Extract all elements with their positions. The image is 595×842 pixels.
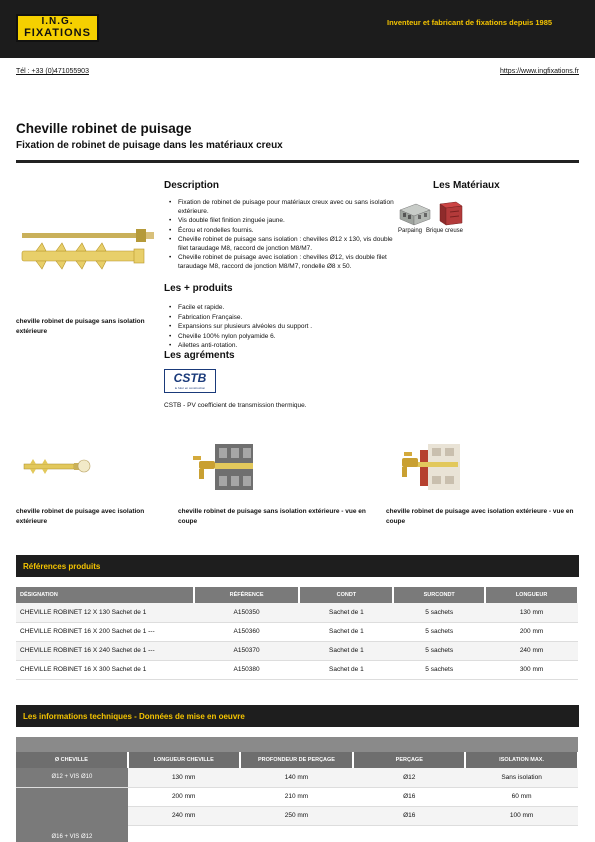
agrements-heading: Les agréments [164,350,235,361]
table-cell: 240 mm [485,641,578,660]
plus-item: • Fabrication Française. [164,314,400,323]
table-cell: 210 mm [240,787,354,806]
gallery-caption-1: cheville robinet de puisage avec isolation extérieure [16,508,145,525]
cstb-logo-subtext: le futur en construction [174,386,206,390]
plus-heading: Les + produits [164,283,233,294]
technical-top-band [16,737,578,752]
table-cell-empty [128,825,240,842]
description-item: • Fixation de robinet de puisage pour matériaux creux avec ou sans isolation extérieure. [164,199,400,216]
product-image [16,225,158,270]
table-cell: 240 mm [128,806,240,825]
table-cell: Ø16 [353,806,465,825]
references-header-row [16,587,578,603]
table-cell: Sachet de 1 [299,660,393,679]
table-cell: 200 mm [128,787,240,806]
gallery-caption-2: cheville robinet de puisage sans isolation extérieure - vue en coupe [178,508,366,525]
table-cell: 130 mm [485,603,578,622]
table-cell: 5 sachets [393,660,485,679]
page-subtitle: Fixation de robinet de puisage dans les matériaux creux [16,140,283,151]
column-header: Ø CHEVILLE [16,752,128,768]
gallery-image-2 [189,444,253,490]
references-heading-bar: Références produits [16,555,579,577]
materials-heading: Les Matériaux [433,180,500,191]
group-cell: Ø12 + VIS Ø10 [16,768,128,787]
group-cell: Ø16 + VIS Ø12 [16,787,128,842]
description-item: • Cheville robinet de puisage sans isolation : chevilles Ø12 x 130, vis double filet taraudage M8, raccord de jonction M8/M7. [164,236,400,253]
column-header: SURCONDT [393,587,485,603]
column-header: LONGUEUR [485,587,578,603]
table-row [16,622,578,641]
table-cell: Sachet de 1 [299,641,393,660]
gallery-image-1 [20,444,92,490]
table-cell: 200 mm [485,622,578,641]
gallery-image-3 [398,444,460,490]
title-divider [16,160,579,163]
website-link[interactable]: https://www.ingfixations.fr [500,68,579,75]
description-item: • Cheville robinet de puisage avec isolation : chevilles Ø12, vis double filet taraudage M8, raccord de jonction M8/M7, rondelle Ø8 x 50. [164,254,400,271]
table-cell: 100 mm [465,806,578,825]
table-cell-empty [353,825,465,842]
plus-list [164,304,400,352]
technical-header-row [16,752,578,768]
plus-item: • Facile et rapide. [164,304,400,313]
column-header: RÉFÉRENCE [194,587,300,603]
table-cell: 300 mm [485,660,578,679]
table-cell: 5 sachets [393,622,485,641]
table-cell: CHEVILLE ROBINET 16 X 200 Sachet de 1 --- [16,622,194,641]
brique-creuse-icon [434,200,470,226]
logo-line-2: FIXATIONS [24,27,91,39]
company-logo[interactable] [16,14,99,42]
plus-item: • Expansions sur plusieurs alvéoles du support . [164,323,400,332]
column-header: PERÇAGE [353,752,465,768]
material-label-brique: Brique creuse [426,228,464,234]
gallery-caption-3: cheville robinet de puisage avec isolation extérieure - vue en coupe [386,508,574,525]
description-item: • Écrou et rondelles fournis. [164,227,400,236]
company-tagline: Inventeur et fabricant de fixations depuis 1985 [387,18,553,27]
column-header: PROFONDEUR DE PERÇAGE [240,752,354,768]
description-list [164,199,400,272]
table-cell: A150350 [194,603,300,622]
table-cell: 140 mm [240,768,354,787]
table-cell: Ø12 [353,768,465,787]
technical-table [16,737,579,842]
cstb-logo-text: CSTB [173,371,207,385]
cstb-caption: CSTB - PV coefficient de transmission thermique. [164,402,307,409]
product-image-caption: cheville robinet de puisage sans isolation extérieure [16,318,145,335]
table-cell-empty [465,825,578,842]
table-cell: 60 mm [465,787,578,806]
plus-item: • Ailettes anti-rotation. [164,342,400,351]
cstb-logo [164,369,216,393]
references-table [16,587,579,680]
table-cell: A150360 [194,622,300,641]
table-cell: Sachet de 1 [299,603,393,622]
table-cell: Ø16 [353,787,465,806]
column-header: CONDT [299,587,393,603]
table-cell: CHEVILLE ROBINET 16 X 300 Sachet de 1 [16,660,194,679]
table-cell: A150370 [194,641,300,660]
table-cell: CHEVILLE ROBINET 12 X 130 Sachet de 1 [16,603,194,622]
table-cell: CHEVILLE ROBINET 16 X 240 Sachet de 1 --- [16,641,194,660]
table-cell: A150380 [194,660,300,679]
table-row [16,787,578,806]
table-row [16,768,578,787]
material-label-parpaing: Parpaing [398,228,423,234]
table-cell: 130 mm [128,768,240,787]
table-cell: Sachet de 1 [299,622,393,641]
table-cell: 250 mm [240,806,354,825]
table-cell: 5 sachets [393,603,485,622]
table-cell-empty [240,825,354,842]
page-title: Cheville robinet de puisage [16,121,192,136]
plus-item: • Cheville 100% nylon polyamide 6. [164,333,400,342]
column-header: DÉSIGNATION [16,587,194,603]
technical-heading-bar: Les informations techniques - Données de mise en oeuvre [16,705,579,727]
table-row [16,660,578,679]
table-row [16,603,578,622]
phone-link[interactable]: Tél : +33 (0)471055903 [16,68,89,75]
description-item: • Vis double filet finition zinguée jaune. [164,217,400,226]
column-header: LONGUEUR CHEVILLE [128,752,240,768]
table-cell: 5 sachets [393,641,485,660]
description-heading: Description [164,180,220,191]
parpaing-icon [398,200,434,226]
logo-line-1: I.N.G. [41,16,74,27]
table-cell: Sans isolation [465,768,578,787]
table-row [16,641,578,660]
column-header: ISOLATION MAX. [465,752,578,768]
header-bar [0,0,595,58]
